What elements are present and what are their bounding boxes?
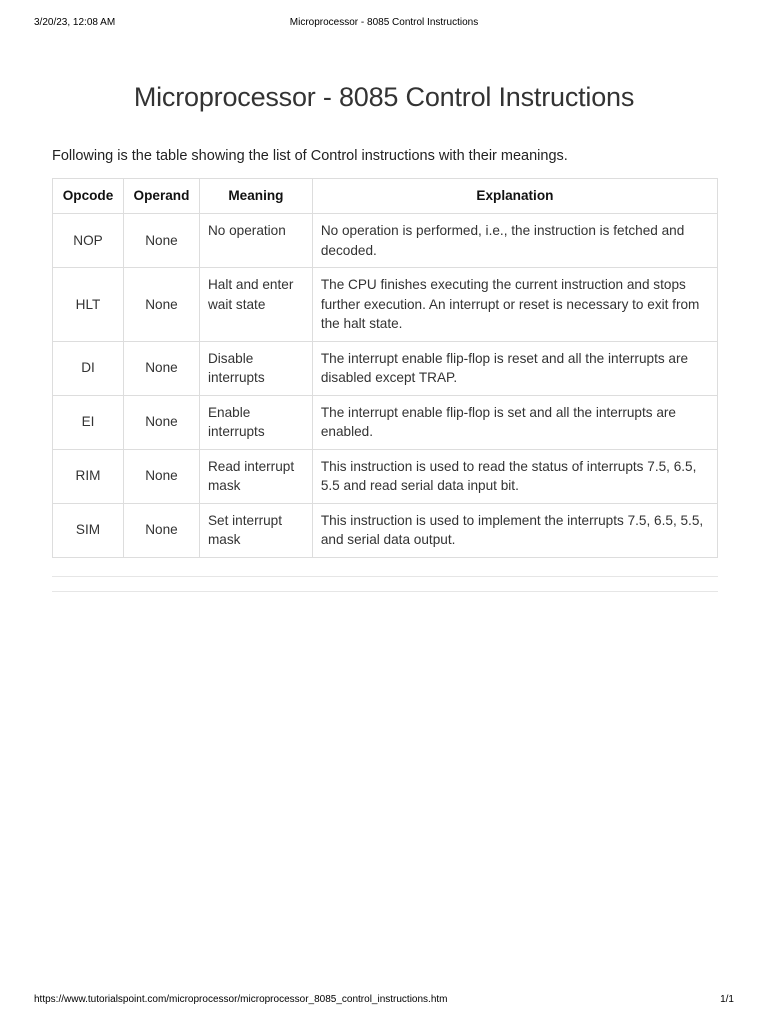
cell-meaning: Enable interrupts — [199, 395, 312, 449]
cell-explanation: The interrupt enable flip-flop is set and all the interrupts are enabled. — [312, 395, 717, 449]
cell-meaning: Halt and enter wait state — [199, 268, 312, 342]
header-explanation: Explanation — [312, 179, 717, 214]
cell-operand: None — [123, 503, 199, 557]
cell-meaning: No operation — [199, 214, 312, 268]
cell-operand: None — [123, 268, 199, 342]
print-header — [0, 17, 768, 31]
table-row — [53, 449, 718, 503]
cell-meaning: Disable interrupts — [199, 341, 312, 395]
cell-explanation: The interrupt enable flip-flop is reset and all the interrupts are disabled except TRAP. — [312, 341, 717, 395]
page-number: 1/1 — [720, 994, 734, 1005]
table-header-row — [53, 179, 718, 214]
header-opcode: Opcode — [53, 179, 124, 214]
cell-meaning: Read interrupt mask — [199, 449, 312, 503]
intro-paragraph: Following is the table showing the list of Control instructions with their meanings. — [52, 148, 568, 164]
control-instructions-table — [52, 178, 718, 558]
cell-operand: None — [123, 449, 199, 503]
cell-opcode: DI — [53, 341, 124, 395]
cell-operand: None — [123, 341, 199, 395]
table-row — [53, 503, 718, 557]
table-row — [53, 214, 718, 268]
table-row — [53, 341, 718, 395]
divider — [52, 576, 718, 577]
print-date: 3/20/23, 12:08 AM — [34, 17, 116, 28]
print-footer — [0, 994, 768, 1008]
cell-meaning: Set interrupt mask — [199, 503, 312, 557]
cell-opcode: EI — [53, 395, 124, 449]
header-operand: Operand — [123, 179, 199, 214]
cell-operand: None — [123, 214, 199, 268]
cell-explanation: This instruction is used to read the status of interrupts 7.5, 6.5, 5.5 and read serial data input bit. — [312, 449, 717, 503]
cell-explanation: This instruction is used to implement the interrupts 7.5, 6.5, 5.5, and serial data output. — [312, 503, 717, 557]
cell-opcode: RIM — [53, 449, 124, 503]
cell-operand: None — [123, 395, 199, 449]
print-header-title: Microprocessor - 8085 Control Instructions — [289, 17, 479, 28]
cell-opcode: NOP — [53, 214, 124, 268]
cell-explanation: The CPU finishes executing the current instruction and stops further execution. An interrupt or reset is necessary to exit from the halt state. — [312, 268, 717, 342]
table-row — [53, 395, 718, 449]
header-meaning: Meaning — [199, 179, 312, 214]
source-url: https://www.tutorialspoint.com/microprocessor/microprocessor_8085_control_instructions.htm — [34, 994, 448, 1005]
cell-explanation: No operation is performed, i.e., the instruction is fetched and decoded. — [312, 214, 717, 268]
cell-opcode: SIM — [53, 503, 124, 557]
page-title: Microprocessor - 8085 Control Instructions — [133, 82, 635, 112]
table-row — [53, 268, 718, 342]
cell-opcode: HLT — [53, 268, 124, 342]
divider — [52, 591, 718, 592]
